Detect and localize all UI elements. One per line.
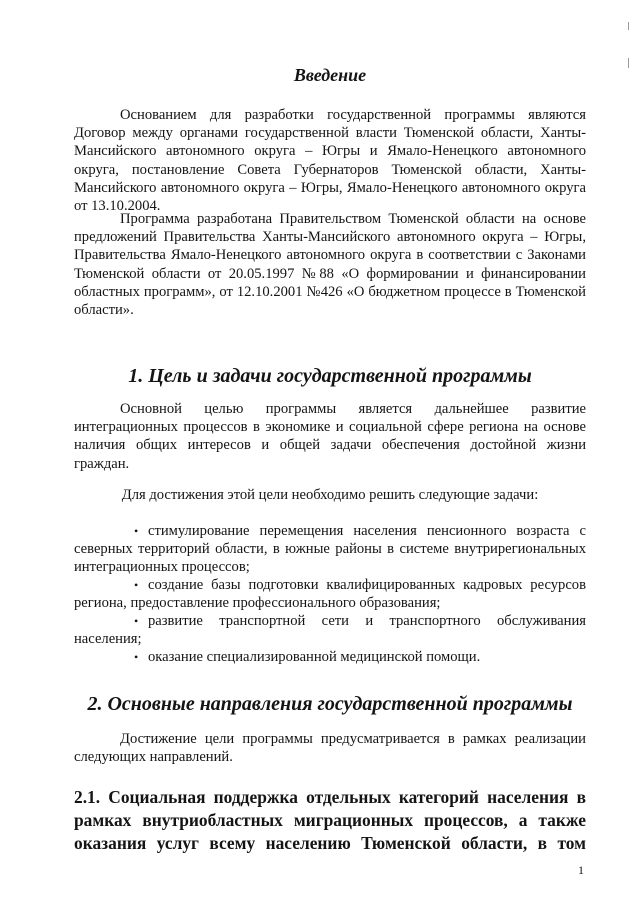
scan-edge-mark xyxy=(628,58,629,68)
page-number: 1 xyxy=(578,863,584,877)
bullet-icon: • xyxy=(134,614,139,628)
section-2-heading: 2. Основные направления государственной программы xyxy=(87,693,573,715)
task-item: • развитие транспортной сети и транспортного обслуживания населения; xyxy=(74,613,586,648)
bullet-icon: • xyxy=(134,650,139,664)
bullet-icon: • xyxy=(134,578,139,592)
intro-heading: Введение xyxy=(293,65,367,85)
section-1-heading: 1. Цель и задачи государственной программы xyxy=(128,365,532,387)
intro-paragraph-1: Основанием для разработки государственной программы являются Договор между органами государственной власти Тюменской области, Ханты-Мансийского автономного округа – Югры и Ямало-Ненецкого автономного округа, постановление Совета Губернаторов Тюменской области, Ханты-Мансийского автономного округа – Югры, Ямало-Ненецкого автономного округа от 13.10.2004. xyxy=(74,107,586,215)
bullet-icon: • xyxy=(134,524,139,538)
section-2-paragraph: Достижение цели программы предусматривается в рамках реализации следующих направлений. xyxy=(74,731,586,766)
subsection-2-1-heading: 2.1. Социальная поддержка отдельных категорий населения в рамках внутриобластных миграционных процессов, а также оказания услуг всему населению Тюменской области, в том xyxy=(74,787,586,853)
task-item: • оказание специализированной медицинской помощи. xyxy=(134,649,481,665)
tasks-intro: Для достижения этой цели необходимо решить следующие задачи: xyxy=(121,487,539,503)
task-item: • стимулирование перемещения населения пенсионного возраста с северных территорий области, в южные районы в системе внутрирегиональных интеграционных процессов; xyxy=(74,523,586,576)
intro-paragraph-2: Программа разработана Правительством Тюменской области на основе предложений Правительства Ханты-Мансийского автономного округа – Югры, Правительства Ямало-Ненецкого автономного округа в соответствии с Законами Тюменской области от 20.05.1997 №88 «О формировании и финансировании областных программ», от 12.10.2001 №426 «О бюджетном процессе в Тюменской области». xyxy=(74,211,586,319)
scan-edge-mark xyxy=(628,22,629,30)
section-1-paragraph: Основной целью программы является дальнейшее развитие интеграционных процессов в экономике и социальной сфере региона на основе наличия общих интересов и общей задачи обеспечения достойной жизни граждан. xyxy=(74,401,586,472)
task-item: • создание базы подготовки квалифицированных кадровых ресурсов региона, предоставление профессионального образования; xyxy=(74,577,586,612)
